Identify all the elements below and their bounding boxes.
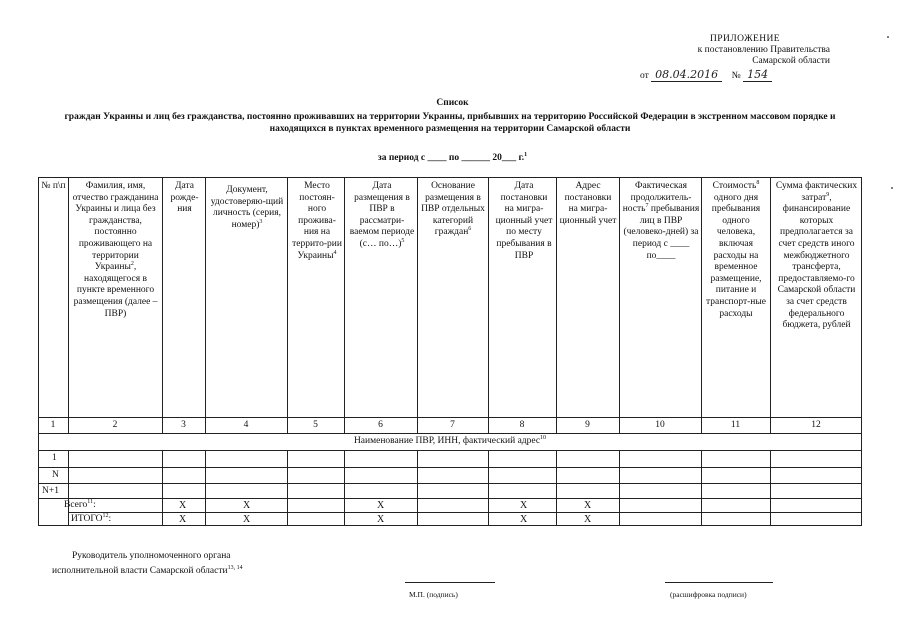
itogo-label: ИТОГО: [71, 514, 103, 524]
header-cell-id-document: [208, 185, 286, 231]
itogo-x-mark: X: [377, 514, 385, 525]
itogo-x-mark: X: [520, 514, 528, 525]
header-footnote: 2: [130, 261, 134, 268]
total-footnote: 11: [87, 499, 94, 505]
itogo-row-label: ИТОГО$^{12}$:: [71, 513, 112, 524]
header-cell-registration-address: [559, 181, 617, 227]
section-row-footnote: 10: [540, 435, 547, 441]
scan-speck: [891, 187, 893, 189]
header-text: Основание размещения в ПВР отдельных категорий граждан: [421, 181, 485, 238]
header-text: Сумма фактических затрат: [775, 181, 858, 203]
header-text-tail: пребывания лиц в ПВР (человеко-дней) за период с ____ по____: [623, 204, 700, 261]
header-text: Адрес постановки на мигра-ционный учет: [559, 181, 617, 226]
column-number: 12: [811, 420, 821, 430]
header-cell-full-name: [71, 181, 160, 320]
header-text: Фамилия, имя, отчество гражданина Украины и лица без гражданства, постоянно проживающего на территории Украины: [72, 181, 159, 273]
header-text: Документ, удостоверяю-щий личность (серия, номер): [210, 185, 284, 230]
decree-date-line: [640, 68, 772, 82]
header-cell-number: [40, 181, 67, 193]
column-number: 6: [378, 420, 383, 430]
column-number: 3: [181, 420, 186, 430]
column-number: 8: [519, 420, 525, 430]
total-x-mark: X: [243, 500, 251, 511]
header-text: Фактическая продолжитель-ность: [622, 181, 692, 215]
total-x-mark: X: [377, 500, 385, 511]
header-text: Дата рожде-ния: [170, 181, 199, 215]
column-number: 4: [243, 420, 249, 430]
header-cell-residence: [292, 181, 342, 262]
period-line: [0, 153, 905, 163]
footer-head-text: исполнительной власти Самарской области: [52, 566, 228, 576]
row-label: N: [52, 470, 59, 480]
header-footnote: 7: [645, 203, 649, 210]
header-footnote: 9: [826, 191, 830, 198]
signature-decode-caption: (расшифровка подписи): [670, 590, 747, 599]
appendix-title: ПРИЛОЖЕНИЕ: [710, 34, 780, 44]
itogo-x-mark: X: [243, 514, 251, 525]
footer-head-line-1: Руководитель уполномоченного органа: [72, 551, 231, 561]
scan-speck: [887, 36, 889, 38]
section-row-pvr: [38, 436, 862, 448]
total-x-mark: X: [584, 500, 592, 511]
header-text: Дата размещения в ПВР в рассматри-ваемом периоде (с… по…): [349, 181, 415, 249]
total-x-mark: X: [520, 500, 528, 511]
header-footnote: 3: [259, 218, 263, 225]
column-number: 9: [585, 420, 590, 430]
header-cell-daily-cost: [704, 181, 768, 320]
appendix-block: [600, 34, 830, 67]
header-text-tail: , финансирование которых предполагается за счет средств иного межбюджетного трансферта, предоставляемо-го Самарской области за счет средств федерального бюджета, рублей: [777, 192, 856, 331]
header-cell-placement-basis: [421, 181, 485, 239]
document-subtitle: граждан Украины и лиц без гражданства, постоянно проживавших на территории Украины, прибывших на территорию Российской Федерации в экстренном массовом порядке и находящихся в пунктах временного размещения на территории Самарской области: [64, 112, 836, 134]
row-label: N+1: [42, 486, 59, 496]
header-text: № п\п: [41, 181, 66, 191]
number-label: №: [731, 71, 741, 81]
itogo-x-mark: X: [584, 514, 592, 525]
period-footnote: 1: [524, 152, 528, 158]
period-text: за период с ____ по ______ 20___ г.: [377, 153, 525, 163]
column-number: 1: [50, 420, 56, 430]
header-text: Стоимость: [712, 181, 757, 191]
column-number: 2: [112, 420, 118, 430]
signature-line: [405, 582, 495, 583]
header-footnote: 6: [468, 226, 472, 233]
section-row-text: Наименование ПВР, ИНН, фактический адрес: [353, 436, 541, 446]
header-cell-birth-date: [167, 181, 202, 216]
stamp-signature-caption: М.П. (подпись): [409, 590, 458, 599]
total-x-mark: X: [179, 500, 187, 511]
header-footnote: 4: [333, 249, 337, 256]
header-cell-actual-duration: [622, 181, 700, 262]
column-number: 11: [730, 420, 741, 430]
header-cell-total-costs: [773, 181, 860, 332]
footer-head-line-2: [52, 566, 243, 576]
header-cell-registration-date: [495, 181, 553, 262]
appendix-line-1: к постановлению Правительства: [697, 45, 830, 55]
total-label: Всего: [64, 500, 88, 510]
header-text: Дата постановки на мигра-ционный учет по месту пребывания в ПВР: [495, 181, 553, 261]
column-number: 5: [313, 420, 318, 430]
signature-decode-line: [665, 582, 773, 583]
itogo-footnote: 12: [102, 513, 109, 519]
date-prefix: от: [640, 71, 649, 81]
total-row-label: Всего$^{11}$:: [64, 499, 96, 510]
header-footnote: 8: [756, 180, 760, 186]
header-text-tail: , находящегося в пункте временного размещения (далее – ПВР): [73, 262, 158, 319]
header-cell-placement-date: [349, 181, 415, 251]
header-text-tail: одного дня пребывания одного человека, включая расходы на временное размещение, питание и транспорт-ные расходы: [706, 192, 766, 319]
header-text: Место постоян-ного прожива-ния на террито-рии Украины: [292, 181, 342, 261]
itogo-x-mark: X: [179, 514, 187, 525]
appendix-line-2: Самарской области: [752, 56, 830, 66]
header-footnote: 5: [401, 237, 405, 244]
footer-footnote: 13, 14: [227, 565, 243, 571]
handwritten-date: 08.04.2016: [651, 68, 722, 82]
column-number: 10: [655, 420, 665, 430]
row-label: 1: [52, 453, 57, 463]
document-title: Список: [436, 98, 469, 108]
handwritten-number: 154: [743, 68, 772, 82]
column-number: 7: [450, 420, 455, 430]
data-table: [38, 177, 862, 526]
